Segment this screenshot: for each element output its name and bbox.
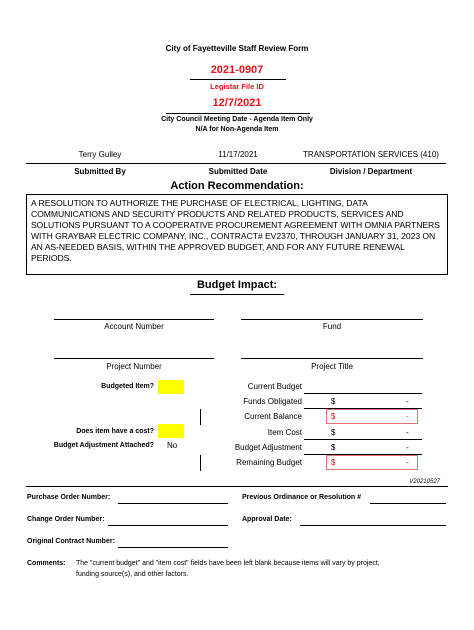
adjustment-attached-value: No bbox=[167, 441, 178, 450]
item-cost-currency: $ bbox=[331, 428, 336, 437]
po-label: Purchase Order Number: bbox=[27, 494, 111, 501]
item-cost-label: Item Cost bbox=[267, 428, 302, 437]
submitted-by-label: Submitted By bbox=[74, 167, 126, 176]
submitted-date-label: Submitted Date bbox=[208, 167, 268, 176]
project-number-line bbox=[54, 358, 214, 359]
current-balance-divider bbox=[200, 409, 201, 425]
meeting-date-underline bbox=[166, 113, 310, 114]
budget-bottom-divider bbox=[26, 486, 448, 487]
submitted-divider bbox=[26, 163, 446, 164]
cost-label: Does item have a cost? bbox=[76, 428, 154, 435]
current-budget-line bbox=[304, 393, 422, 394]
funds-obligated-currency: $ bbox=[331, 397, 336, 406]
comments-text-line-2: funding source(s), and other factors. bbox=[76, 571, 189, 578]
cost-checkbox[interactable] bbox=[158, 424, 184, 438]
submitted-date-value: 11/17/2021 bbox=[218, 150, 258, 159]
comments-text-line-1: The "current budget" and "item cost" fields have been left blank because items will vary by project, bbox=[76, 560, 380, 567]
change-order-label: Change Order Number: bbox=[27, 516, 105, 523]
budgeted-item-label: Budgeted Item? bbox=[101, 383, 154, 390]
form-title: City of Fayetteville Staff Review Form bbox=[165, 44, 309, 53]
approval-field[interactable] bbox=[300, 525, 446, 526]
project-title-label: Project Title bbox=[311, 362, 353, 371]
meeting-date: 12/7/2021 bbox=[212, 97, 262, 109]
current-balance-currency: $ bbox=[331, 412, 336, 421]
funds-obligated-value: - bbox=[406, 397, 409, 406]
account-number-line bbox=[54, 319, 214, 320]
funds-obligated-label: Funds Obligated bbox=[243, 397, 302, 406]
remaining-budget-value: - bbox=[406, 458, 409, 467]
account-number-label: Account Number bbox=[104, 322, 164, 331]
action-heading: Action Recommendation: bbox=[170, 180, 304, 192]
remaining-budget-divider bbox=[200, 455, 201, 471]
comments-label: Comments: bbox=[27, 560, 66, 567]
po-field[interactable] bbox=[118, 503, 228, 504]
division-value: TRANSPORTATION SERVICES (410) bbox=[303, 150, 439, 159]
current-balance-cell bbox=[326, 409, 418, 424]
budgeted-item-checkbox[interactable] bbox=[158, 380, 184, 394]
item-cost-value: - bbox=[406, 428, 409, 437]
remaining-budget-label: Remaining Budget bbox=[236, 458, 302, 467]
file-number-underline bbox=[190, 79, 286, 80]
non-agenda-note: N/A for Non-Agenda Item bbox=[195, 126, 279, 133]
budget-adjustment-label: Budget Adjustment bbox=[234, 443, 302, 452]
previous-field[interactable] bbox=[370, 503, 446, 504]
remaining-budget-currency: $ bbox=[331, 458, 336, 467]
current-balance-value: - bbox=[406, 412, 409, 421]
division-label: Division / Department bbox=[329, 167, 413, 176]
remaining-budget-cell bbox=[326, 455, 418, 470]
original-contract-label: Original Contract Number: bbox=[27, 538, 115, 545]
file-number: 2021-0907 bbox=[210, 64, 264, 76]
approval-label: Approval Date: bbox=[242, 516, 292, 523]
original-contract-field[interactable] bbox=[118, 547, 228, 548]
budget-adjustment-value: - bbox=[406, 443, 409, 452]
change-order-field[interactable] bbox=[108, 525, 228, 526]
current-balance-label: Current Balance bbox=[244, 412, 302, 421]
previous-label: Previous Ordinance or Resolution # bbox=[242, 494, 362, 501]
file-label: Legistar File ID bbox=[210, 82, 264, 91]
adjustment-attached-label: Budget Adjustment Attached? bbox=[53, 442, 154, 449]
project-number-label: Project Number bbox=[106, 362, 162, 371]
budget-adjustment-currency: $ bbox=[331, 443, 336, 452]
submitted-by-value: Terry Gulley bbox=[78, 150, 122, 159]
budget-heading: Budget Impact: bbox=[196, 279, 278, 291]
project-title-line bbox=[241, 358, 423, 359]
current-budget-label: Current Budget bbox=[247, 382, 302, 391]
action-text-box bbox=[26, 194, 448, 275]
version-label: V20210527 bbox=[409, 479, 440, 485]
fund-label: Fund bbox=[322, 322, 342, 331]
item-cost-line bbox=[304, 439, 422, 440]
action-text: A RESOLUTION TO AUTHORIZE THE PURCHASE OF ELECTRICAL, LIGHTING, DATA COMMUNICATIONS AND SECURITY PRODUCTS AND RELATED PRODUCTS, SERVICES AND SOLUTIONS PURSUANT TO A COOPERATIVE PROCUREMENT AGREEMENT WITH OMNIA PARTNERS WITH GRAYBAR ELECTRIC COMPANY, INC., CONTRACT# EV2370, THROUGH JANUARY 31, 2023 ON AN AS-NEEDED BASIS, WITHIN THE APPROVED BUDGET, AND FOR ANY FUTURE RENEWAL PERIODS. bbox=[31, 198, 440, 263]
budget-heading-underline bbox=[190, 294, 284, 295]
meeting-label: City Council Meeting Date - Agenda Item Only bbox=[161, 116, 313, 123]
fund-line bbox=[241, 319, 423, 320]
